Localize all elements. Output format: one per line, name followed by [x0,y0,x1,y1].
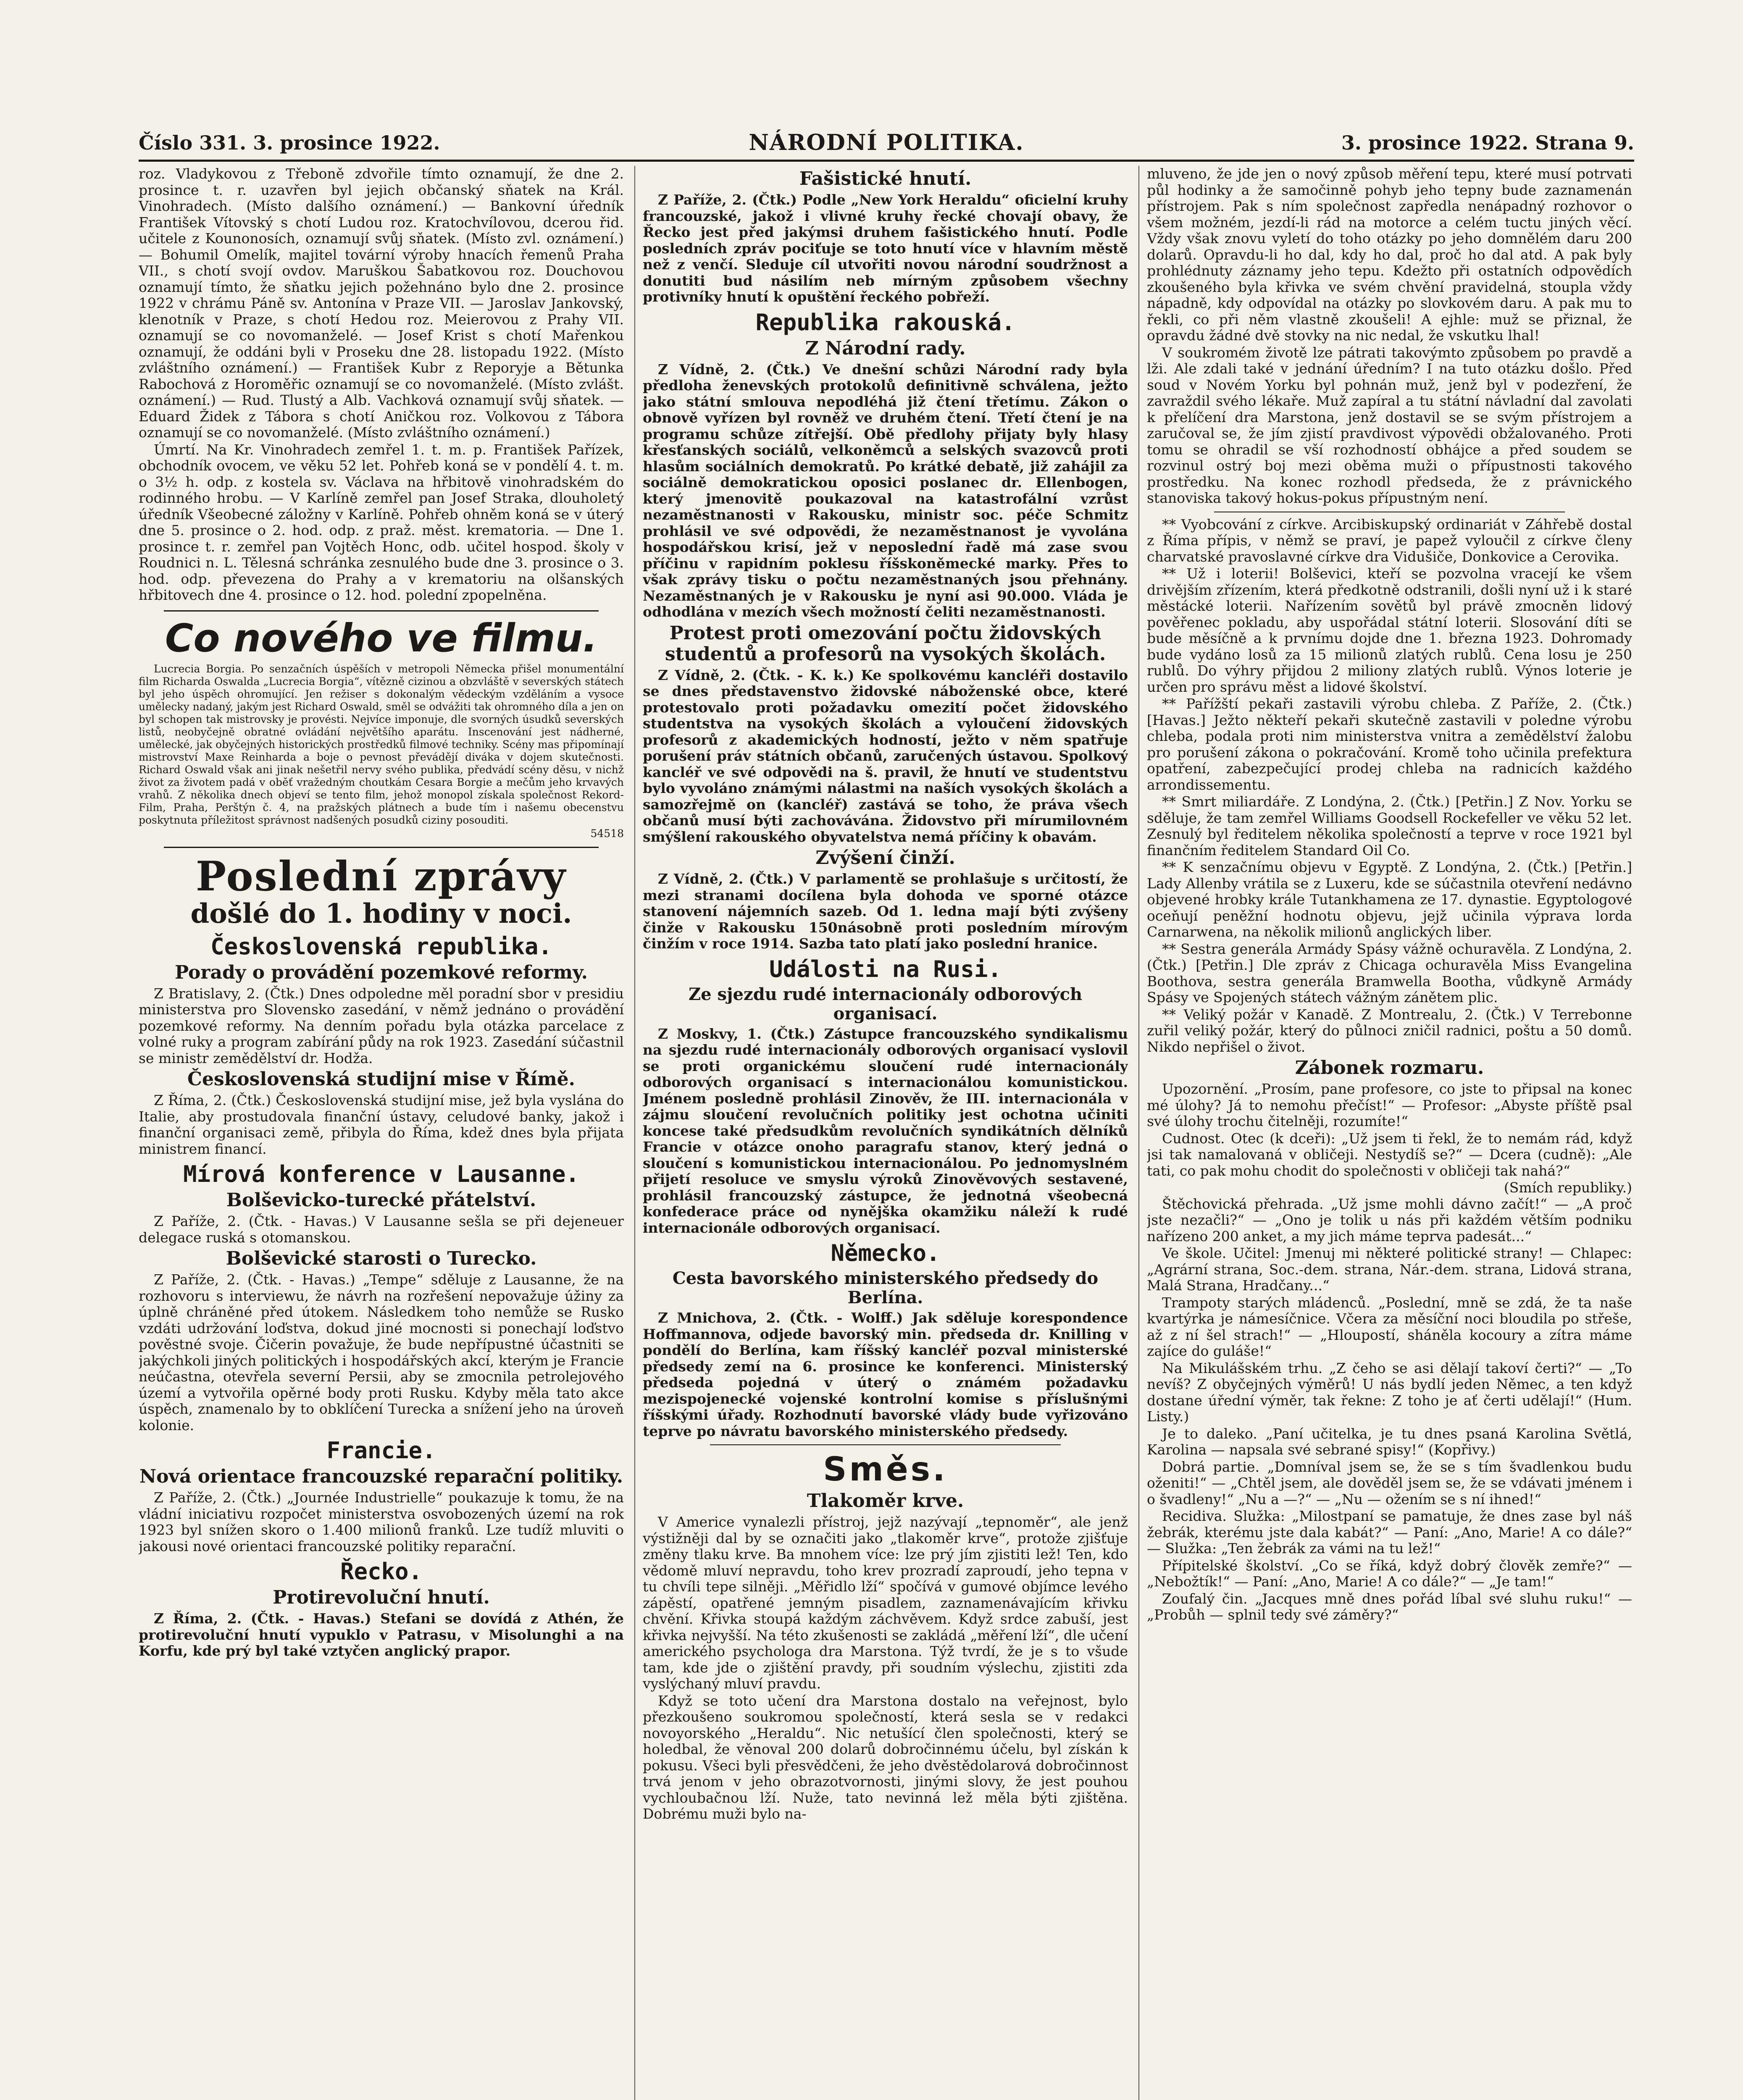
news-item: ** Pařížští pekaři zastavili výrobu chleba. Z Paříže, 2. (Čtk.) [Havas.] Ježto někteří pekaři skutečně zastavili v poledne výrobu chleba, podala proti nim ministerstva vnitra a zemědělství žalobu pro porušení zákona o pokračování. Kromě toho učinila prefektura opatření, zabezpečující prodej chleba na radnicích každého arrondissementu. [1147,696,1632,793]
joke-item: Na Mikulášském trhu. „Z čeho se asi dělají takoví čerti?“ — „To nevíš? Z obyčejných výměrů! U nás bydlí jeden Němec, a ten když dostane úřední výměr, tak řekne: Z toho je ať čerti udělají!“ (Hum. Listy.) [1147,1360,1632,1425]
section-heading: Mírová konference v Lausanne. [183,1161,579,1187]
article-text: Z Vídně, 2. (Čtk. - K. k.) Ke spolkovému kancléři dostavilo se dnes představenstvo židovské náboženské obce, které protestovalo proti požadavku omezití počet židovského studentstva na vysokých školách a vyloučení židovských profesorů z akademických hodností, ježto v něm spatřuje porušení práv státních občanů, zaručených ústavou. Spolkový kancléř ve své odpovědi na š. pravil, že hnutí ve studentstvu bylo vyvoláno známými nálastmi na naších vysokých školách a samozřejmě on (kancléř) zastává se toho, že práva všech občanů musí býti zachovávána. Židovstvo při mírumilovném smýšlení rakouského obyvatelstva nemá příčiny k obavám. [643,667,1128,845]
news-item: ** Smrt miliardáře. Z Londýna, 2. (Čtk.) [Petřin.] Z Nov. Yorku se sděluje, že tam zemřel Williams Goodsell Rockefeller ve věku 52 let. Zesnulý byl ředitelem několika společností a teprve v roce 1921 byl finančním ředitelem Standard Oil Co. [1147,793,1632,858]
joke-source: (Smích republiky.) [1504,1179,1632,1196]
article-text: Z Paříže, 2. (Čtk. - Havas.) V Lausanne sešla se při dejeneuer delegace ruská s otomanskou. [139,1213,624,1246]
news-item: ** Sestra generála Armády Spásy vážně ochuravěla. Z Londýna, 2. (Čtk.) [Petřin.] Dle zpráv z Chicaga ochuravěla Miss Evangelina Boothova, sestra generála Bramwella Bootha, vůdkyně Armády Spásy ve Spojených státech vážným zánětem plic. [1147,940,1632,1005]
section-heading: Německo. [831,1240,940,1266]
divider-rule [710,1444,1061,1445]
article-text: V soukromém životě lze pátrati takovýmto způsobem po pravdě a lži. Ale zdali také v jednání úředním? I na tuto otázku došlo. Před soud v Novém Yorku byl pohnán muž, jenž byl v podezření, že zavraždil svého lékaře. Muž zapíral a tu státní návladní dal zavolati k přelíčení dra Marstona, jenž dostavil se se svým přístrojem a zaručoval se, že jím zjistí pravdivost výpovědi obžalovaného. Proti tomu se ohradil se vší rozhodností obhájce a před soudem se rozvinul ostrý boj mezi oběma muži o přípustnosti takového prostředku. Na konec rozhodl předseda, že z právnického stanoviska takový hokus-pokus přípustným není. [1147,344,1632,506]
article-heading: Tlakoměr krve. [807,1490,964,1512]
joke-item: Ve škole. Učitel: Jmenuj mi některé politické strany! — Chlapec: „Agrární strana, Soc.-dem. strana, Nár.-dem. strana, Lidová strana, Malá Strana, Hradčany...“ [1147,1245,1632,1294]
column-divider [634,166,635,2100]
article-heading: Bolševicko-turecké přátelství. [226,1189,536,1211]
article-heading: Z Národní rady. [805,337,966,359]
page-header [139,128,1634,158]
article-text: Z Mnichova, 2. (Čtk. - Wolff.) Jak sděluje korespondence Hoffmannova, odjede bavorský min. předseda dr. Knilling v pondělí do Berlína, kam říšský kancléř pozval ministerské předsedy zemí na 6. prosince ke konferenci. Ministerský předseda pojedná v úterý o známém požadavku mezispojenecké vojenské kontrolní komise s příslušnými říšskými úřady. Rozhodnutí bavorské vlády bude vyřizováno teprve po návratu bavorského ministerského předsedy. [643,1310,1128,1439]
article-text: Z Moskvy, 1. (Čtk.) Zástupce francouzského syndikalismu na sjezdu rudé internacionály odborových organisací vyslovil se proti organickému sloučení rudé internacionály odborových organisací s internacionálou komunistickou. Jménem posledně prohlásil Zinověv, že III. internacionála v zájmu sloučení revolučních politiky jest ochotna učiniti koncese také předsudkům revolučních syndikátních dělníků Francie v otázce onoho paragrafu stanov, který jedná o sloučení s komunistickou internacionálou. Po jednomyslném přijetí resoluce ve smyslu výroků Zinověvových sestavené, prohlásil francouzský zástupce, že jednotná všeobecná konfederace práce od nynějška okamžiku náleží k rudé internacionále odborových organisací. [643,1025,1128,1236]
joke-item: Cudnost. Otec (k dceři): „Už jsem ti řekl, že to nemám rád, když jsi tak namalovaná v obličeji. Nestydíš se?“ — Dcera (cudně): „Ale tati, co pak mohu chodit do společnosti v obličeji tak nahá?“ [1147,1130,1632,1179]
divider-rule [164,610,599,612]
article-text: Z Vídně, 2. (Čtk.) Ve dnešní schůzi Národní rady byla předloha ženevských protokolů definitivně schválena, ježto jako státní smlouva nepodléhá již čtení třetímu. Zákon o obnově vyřízen byl rovněž ve druhém čtení. Třetí čtení je na programu schůze zítřejší. Obě předlohy přijaty byly hlasy křesťanských sociálů, velkoněmců a selských svazovců proti hlasům sociálních demokratů. Po krátké debatě, již zahájil za sociálně demokratickou oposici poslanec dr. Ellenbogen, který jmenovitě poukazoval na katastrofální vzrůst nezaměstnanosti v Rakousku, ministr soc. péče Schmitz prohlásil ve své odpovědi, že nezaměstnanost je vyvolána hospodářskou krisí, jež v neposlední řadě má zase svou příčinu v rapidním poklesu říšskoněmecké marky. Přes to však zprávy tisku o počtu nezaměstnaných jsou přehnány. Nezaměstnaných je v Rakousku je nyní asi 90.000. Vláda je odhodlána v mezích všech možností čeliti nezaměstnanosti. [643,361,1128,620]
joke-item: Recidiva. Služka: „Milostpaní se pamatuje, že dnes zase byl náš žebrák, kterému jste dala kabát?“ — Paní: „Ano, Marie! A co dále?“ — Služka: „Ten žebrák za vámi na tu lež!“ [1147,1508,1632,1557]
article-text: mluveno, že jde jen o nový způsob měření tepu, které musí potrvati půl hodinky a že samočinně pohyb jeho tepny bude zaznamenán přístrojem. Pak s ním společnost zapředla nenápadný rozhovor o všem možném, jezdí-li rád na motorce a celém tuctu jiných věcí. Vždy však znovu vyletí do toho otázky po jeho domnělém daru 200 dolarů. Opravdu-li ho dal, kdy ho dal, proč ho dal atd. A pak byly prohlédnuty záznamy jeho tepu. Kdežto při ostatních odpovědích zkoušeného byla křivka ve svém chvění pravidelná, stoupla vždy nápadně, kdy odpovídal na otázky po slovkovém daru. A pak mu to řekli, co při něm vlastně zkoušeli! A ejhle: muž se přiznal, že opravdu žádné dvě stovky na nic nedal, že vskutku lhal! [1147,166,1632,344]
column-3 [1147,166,1632,2100]
section-heading: Československá republika. [210,933,552,960]
article-heading: Československá studijní mise v Římě. [187,1068,575,1090]
article-text: Z Říma, 2. (Čtk.) Československá studijní mise, jež byla vyslána do Italie, aby prostudovala finanční ústavy, celudové banky, jakož i finanční organisaci země, přibyla do Říma, kdež dnes byla přijata ministrem financí. [139,1092,624,1157]
page-number: 3. prosince 1922. Strana 9. [1341,131,1634,154]
article-text: Z Paříže, 2. (Čtk. - Havas.) „Tempe“ sděluje z Lausanne, že na rozhovoru s interviewu, že návrh na rozřešení nepovažuje úžiny za úplně chráněné před útokem. Následkem toho nemůže se Rusko vzdáti udržování loďstva, dokud jiné mocnosti si ponechají loďstvo pověstné svoje. Čičerin považuje, že bude nepřípustné účastniti se jakýchkoli jiných politických i hospodářských akcí, kterým je Francie neúčastna, otevřela severní Persii, aby se zmocnila petrolejového území a vytvořila opěrné body proti Rusku. Kdyby měla tato akce úspěch, znamenalo by to obklíčení Turecka a snížení jeho na úroveň kolonie. [139,1271,624,1433]
joke-item: Upozornění. „Prosím, pane profesore, co jste to připsal na konec mé úlohy? Já to nemohu přečíst!“ — Profesor: „Abyste příště psal své úlohy trochu čitelněji, rozumíte!“ [1147,1081,1632,1129]
news-item: ** Veliký požár v Kanadě. Z Montrealu, 2. (Čtk.) V Terrebonne zuřil veliký požár, který do půlnoci zničil radnici, poštu a 50 domů. Nikdo nepřišel o život. [1147,1006,1632,1055]
article-heading: Nová orientace francouzské reparační politiky. [139,1466,623,1487]
latest-news-title: Poslední zprávy [195,852,567,900]
film-section-heading: Co nového ve filmu. [165,615,598,661]
section-heading: Řecko. [340,1558,423,1585]
divider-rule [164,847,599,848]
article-heading: Porady o provádění pozemkové reformy. [175,961,588,983]
article-heading: Protirevoluční hnutí. [273,1587,490,1608]
joke-item: Zoufalý čin. „Jacques mně dnes pořád líbal své sluhu ruku!“ — „Probůh — splnil tedy své záměry?“ [1147,1590,1632,1623]
article-text: Z Říma, 2. (Čtk. - Havas.) Stefani se dovídá z Athén, že protirevoluční hnutí vypuklo v Patrasu, v Misolunghi a na Korfu, kde prý byl také vztyčen anglický prapor. [139,1610,624,1659]
article-text: Z Paříže, 2. (Čtk.) Podle „New York Heraldu“ oficielní kruhy francouzské, jakož i vlivné kruhy řecké chovají obavy, že Řecko jest před jakýmsi druhem fašistického hnutí. Podle posledních zpráv pociťuje se toto hnutí více v hlavním městě než z venčí. Sleduje cíl utvořiti novou národní soudržnost a donutiti bud násilím neb mírným způsobem všechny protivníky hnutí k opuštění řeckého pobřeží. [643,192,1128,305]
joke-item: Trampoty starých mládenců. „Poslední, mně se zdá, že ta naše kvartýrka je námesíčnice. Včera za měsíční noci bloudila po střeše, až z ní šel strach!“ — „Hloupostí, sháněla kocoury a zítra máme zajíce do guláše!“ [1147,1294,1632,1359]
joke-item: Přípitelské školství. „Co se říká, když dobrý člověk zemře?“ — „Nebožtík!“ — Paní: „Ano, Marie! A co dále?“ — „Je tam!“ [1147,1557,1632,1590]
joke-item: Dobrá partie. „Domníval jsem se, že se s tím švadlenkou budu oženiti!“ — „Chtěl jsem, ale dověděl jsem se, že se vdávati jménem i o švadleny!“ „Nu a —?“ — „Nu — ožením se s ní ihned!“ [1147,1458,1632,1507]
section-heading: Směs. [823,1451,948,1488]
joke-item: Je to daleko. „Paní učitelka, je tu dnes psaná Karolina Světlá, Karolina — napsala své sebrané spisy!“ (Kopřivy.) [1147,1425,1632,1458]
latest-news-subtitle: došlé do 1. hodiny v noci. [190,898,572,929]
article-heading: Zvýšení činží. [815,847,955,869]
article-heading: Protest proti omezování počtu židovských studentů a profesorů na vysokých školách. [665,622,1106,665]
article-text: Z Vídně, 2. (Čtk.) V parlamentě se prohlašuje s určitostí, že mezi stranami docílena byla dohoda ve sporné otázce stanovení nájemních sazeb. Od 1. ledna mají býti zvýšeny činže v Rakousku 150násobně proti posledním mírovým činžím v roce 1914. Sazba tato platí jako poslední hranice. [643,871,1128,952]
article-text: V Americe vynalezli přístroj, jejž nazývají „tepnoměr“, ale jenž výstižněji dal by se označiti jako „tlakoměr krve“, protože zjišťuje změny tlaku krve. Ba mnohem více: lze prý jím zjistiti lež! Ten, kdo vědomě mluví nepravdu, toho krev prozradí zaproudí, jeho tepna v tu chvíli tepe silněji. „Měřidlo lží“ spočívá v gumové objímce levého zápěstí, opatřené jemným pisadlem, zaznamenávajícím křivku chvění. Křivka stoupá každým záchvěvem. Když srdce zabuší, jest křivka nejvyšší. Na této zkušenosti se zakládá „měření lží“, dle učení amerického psychologa dra Marstona. Týž tvrdí, že je s to všude tam, kde jde o zjištění pravdy, při soudním výslechu, zjistiti zda vyslýchaný mluví pravdu. [643,1514,1128,1692]
section-heading: Republika rakouská. [755,309,1015,336]
article-heading: Ze sjezdu rudé internacionály odborových organisací. [688,984,1083,1024]
column-2 [643,166,1128,2100]
section-heading: Francie. [326,1437,436,1464]
header-rule [139,160,1634,166]
article-text: Z Paříže, 2. (Čtk.) „Journée Industrielle“ poukazuje k tomu, že na vládní iniciativu rozpočet ministerstva osvobozených území na rok 1923 byl snížen skoro o 1.400 milionů franků. Lze tudíž mluviti o jakousi nové orientaci francouzské politiky reparační. [139,1489,624,1554]
news-item: ** Vyobcování z církve. Arcibiskupský ordinariát v Záhřebě dostal z Říma přípis, v němž se praví, je papež vyloučil z církve členy charvatské pravoslavné církve dra Vidušiče, Donkovice a Cerovika. [1147,516,1632,565]
news-item: ** K senzačnímu objevu v Egyptě. Z Londýna, 2. (Čtk.) [Petřin.] Lady Allenby vrátila se z Luxeru, kde se súčastnila otevření nedávno objevené hrobky krále Tutankhamena ze 17. dynastie. Egyptologové oceňují peněžní hodnotu objevu, jejž učinila výprava lorda Carnarwena, na několik milionů anglických liber. [1147,859,1632,940]
obituaries: Úmrtí. Na Kr. Vinohradech zemřel 1. t. m. p. František Pařízek, obchodník ovocem, ve věku 52 let. Pohřeb koná se v pondělí 4. t. m. o 3½ h. odp. z kostela sv. Václava na hřbitově vinohradském do rodinného hrobu. — V Karlíně zemřel pan Josef Straka, dlouholetý úředník Všeobecné záložny v Karlíně. Pohřeb ohněm koná se v úterý dne 5. prosince o 2. hod. odp. z praž. měst. krematoria. — Dne 1. prosince t. r. zemřel pan Vojtěch Honc, odb. učitel hospod. školy v Roudnici n. L. Tělesná schránka zesnulého bude dne 3. prosince o 3. hod. odp. převezena do Prahy a v krematoriu na olšanských hřbitovech dne 4. prosince o 12. hod. polední zpopelněna. [139,441,624,603]
section-heading: Události na Rusi. [769,956,1002,982]
section-heading: Zábonek rozmaru. [1295,1057,1484,1079]
news-item: ** Už i loterii! Bolševici, kteří se pozvolna vracejí ke všem drivějším zřízením, která předkotně odstranili, došli nyní už i k staré městácké loterii. Nařízením sovětů byl právě zmocněn lidový pověřenec pokladu, aby uspořádal státní loterii. Slosování díti se bude měsíčně a k prvnímu dojde dne 1. března 1923. Dohromady bude vydáno losů za 15 milionů zlatých rublů. Cena losu je 250 rublů. Do výhry přijdou 2 miliony zlatých rublů. Výnos loterie je určen pro správu měst a lidové školství. [1147,565,1632,695]
article-heading: Fašistické hnutí. [799,168,972,189]
article-text: Z Bratislavy, 2. (Čtk.) Dnes odpoledne měl poradní sbor v presidiu ministerstva pro Slovensko zasedání, v němž jednáno o provádění pozemkové reformy. Na denním pořadu byla otázka parcelace z volné ruky a program zabírání půdy na rok 1923. Zasedání súčastnil se ministr zemědělství dr. Hodža. [139,985,624,1066]
article-text: Když se toto učení dra Marstona dostalo na veřejnost, bylo přezkoušeno soukromou společností, která sesla se v redakci novoyorského „Heraldu“. Nic netušící člen společnosti, který se holedbal, že věnoval 200 dolarů dobročinnému účelu, byl získán k pokusu. Všeci byli přesvědčeni, že jeho dvěstědolarová dobročinnost trvá jenom v jeho obrazotvornosti, jinými slovy, že jest pouhou vychloubačnou lží. Nuže, tato nevinná lež měla býti zjištěna. Dobrému muži bylo na- [643,1692,1128,1822]
article-heading: Bolševické starosti o Turecko. [226,1248,537,1269]
masthead-title: NÁRODNÍ POLITIKA. [749,130,1024,155]
ad-number: 54518 [590,827,624,840]
issue-number: Číslo 331. 3. prosince 1922. [139,131,440,154]
column-1 [139,166,624,2100]
joke-item: Štěchovická přehrada. „Už jsme mohli dávno začít!“ — „A proč jste nezačli?“ — „Ono je tolik u nás při každém větším podniku nařízeno 200 anket, a my jich máme teprva padesát...“ [1147,1195,1632,1244]
wedding-announcements: roz. Vladykovou z Třeboně zdvořile tímto oznamují, že dne 2. prosince t. r. uzavřen byl jejich občanský sňatek na Král. Vinohradech. (Místo dalšího oznámení.) — Bankovní úředník František Vítovský s chotí Ludou roz. Kratochvílovou, dcerou řid. učitele z Kounonosích, oznamují svůj sňatek. (Místo zvl. oznámení.) — Bohumil Omelík, majitel tovární výroby hnacích řemenů Praha VII., s chotí svojí ovdov. Maruškou Šabatkovou roz. Douchovou oznamují tímto, že sňatku jejich požehnáno bylo dne 2. prosince 1922 v chrámu Páně sv. Antonína v Praze VII. — Jaroslav Jankovský, klenotník v Praze, s chotí Hedou roz. Meierovou z Prahy VII. oznamují se co novomanželé. — Josef Krist s chotí Mařenkou oznamují, že oddáni byli v Proseku dne 28. listopadu 1922. (Místo zvláštního oznámení.) — František Kubr z Reporyje a Bětunka Rabochová z Horoměřic oznamují se co novomanželé. (Místo zvlášt. oznámení.) — Rud. Tlustý a Alb. Vachková oznamují svůj sňatek. — Eduard Židek z Tábora s chotí Aničkou roz. Volkovou z Tábora oznamují se co novomanželé. (Místo zvláštního oznámení.) [139,166,624,441]
article-heading: Cesta bavorského ministerského předsedy do Berlína. [672,1268,1099,1307]
film-article: Lucrecia Borgia. Po senzačních úspěších v metropoli Německa přišel monumentální film Richarda Oswalda „Lucrecia Borgia“, vítězně cizinou a obzvláště v severských státech byl jeho úspěch ohromující. Jen režiser s dokonalým vědeckým vzděláním a vysoce umělecky nadaný, jakým jest Richard Oswald, směl se odvážiti tak ohromného díla a jen on byl schopen tak mistrovsky je provésti. Nejvíce imponuje, dle svorných úsudků severských listů, neobyčejně obratné ovládání největšího aparátu. Inscenování jest nádherné, umělecké, jak obyčejných historických prostředků filmové techniky. Scény mas připomínají mistrovství Maxe Reinharda a boje o pevnost převádějí diváka v dojem skutečnosti. Richard Oswald však ani jinak nešetřil nervy svého publika, předvádí scény děsu, v nichž život za životem padá v oběť vražedným choutkám Cesara Borgie a mečům jeho krvavých vrahů. Z několika dnech objeví se tento film, jehož monopol získala společnost Rekord-Film, Praha, Perštýn č. 4, na pražských plátnech a bude tím i našemu obecenstvu poskytnuta příležitost správnost nadšených posudků ciziny posouditi. [139,662,624,826]
column-divider [1138,166,1139,2100]
